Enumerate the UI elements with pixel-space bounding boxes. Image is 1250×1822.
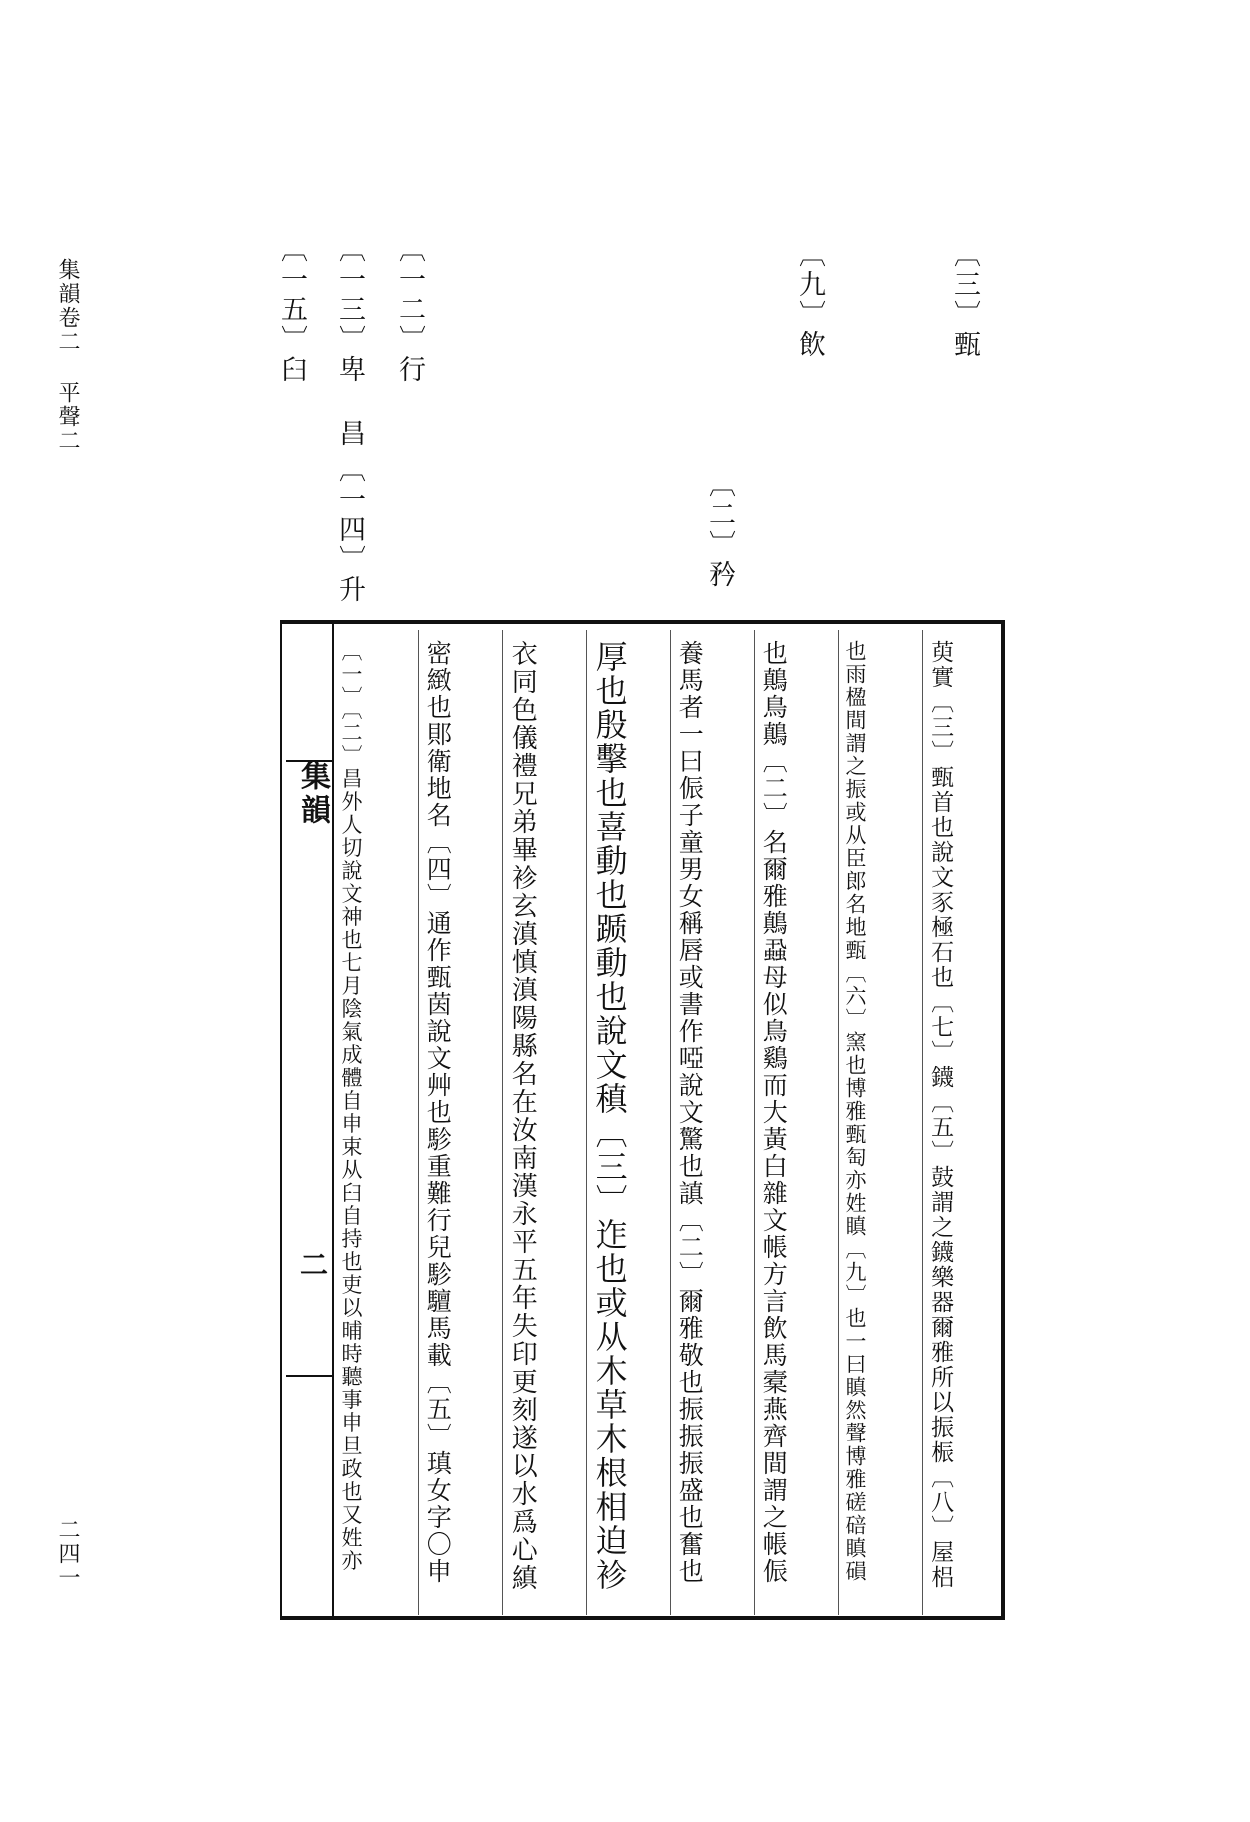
running-header: 集韻卷二 平聲二 <box>55 258 80 453</box>
column-text: 萸實〔三〕甄首也說文豕極石也〔七〕鑖〔五〕鼓謂之鑖樂器爾雅所以振桭〔八〕屋梠 <box>927 640 954 1590</box>
column-rule <box>502 630 503 1615</box>
column-text: 養馬者一曰侲子童男女稱唇或書作啞說文驚也謓〔二〕爾雅敬也振振振盛也奮也 <box>675 640 705 1585</box>
text-column <box>676 640 752 1585</box>
collation-note: 〔九〕飲 <box>794 240 825 360</box>
collation-note: 〔一三〕卑 昌 <box>334 235 365 449</box>
column-rule <box>670 630 671 1615</box>
column-text: 厚也殷擊也喜動也踬動也說文稹〔三〕迮也或从木草木根相迫袗 <box>590 640 629 1592</box>
column-text: 衣同色儀禮兄弟畢袗玄滇慎滇陽縣名在汝南漢永平五年失印更刻遂以水爲心縝 <box>507 640 538 1592</box>
collation-note: 〔一五〕臼 <box>276 235 307 385</box>
margin-title: 集韻 <box>295 760 330 828</box>
column-rule <box>418 630 419 1615</box>
margin-rule <box>286 1375 332 1377</box>
column-text: 也雨楹間謂之振或从臣郎名地甄〔六〕窯也博雅甄匋亦姓瞋〔九〕也一曰瞋然聲博雅磋碚瞋磒 <box>843 640 868 1583</box>
text-column <box>340 640 416 1573</box>
collation-note: 〔二〕矜 <box>704 470 735 590</box>
collation-note: 〔一二〕行 <box>394 235 425 385</box>
collation-note: 〔三〕甄 <box>949 240 980 360</box>
text-column <box>424 640 500 1585</box>
column-rule <box>838 630 839 1615</box>
margin-leaf-number: 二 <box>296 1250 329 1278</box>
collation-note: 〔一四〕升 <box>334 455 365 605</box>
column-rule <box>586 630 587 1615</box>
column-rule <box>922 630 923 1615</box>
text-column <box>760 640 836 1585</box>
column-text: 〔一〕〔二〕昌外人切說文神也七月陰氣成體自申束从臼自持也吏以晡時聽事申旦政也又姓亦 <box>339 640 364 1573</box>
text-column <box>928 640 1004 1590</box>
column-text: 密緻也郥衛地名〔四〕通作甄茵說文艸也駗重難行兒駗驙馬載〔五〕瑱女字〇申 <box>423 640 453 1585</box>
column-rule <box>754 630 755 1615</box>
column-text: 也鷏鳥鷏〔二〕名爾雅鷏蝨母似鳥鷄而大黃白雜文帳方言飲馬槖燕齊間謂之帳侲 <box>759 640 789 1585</box>
page-number: 二四一 <box>55 1518 80 1590</box>
text-column <box>592 640 668 1592</box>
text-column <box>508 640 584 1592</box>
text-column <box>844 640 920 1583</box>
